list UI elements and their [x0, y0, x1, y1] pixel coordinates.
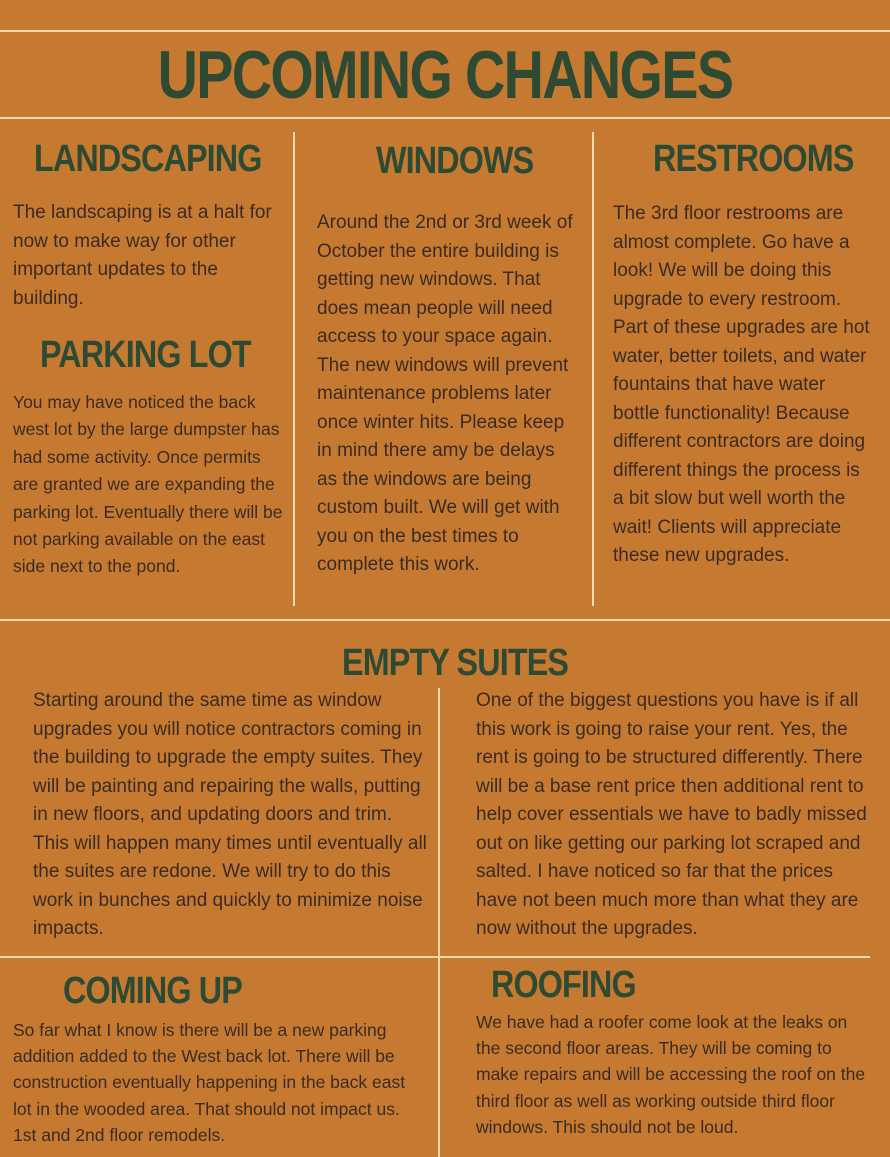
top-right-column-divider [592, 132, 594, 606]
coming-up-heading: COMING UP [63, 970, 242, 1012]
landscaping-heading: LANDSCAPING [34, 138, 262, 180]
middle-rule [0, 619, 890, 621]
roofing-body: We have had a roofer come look at the leaks on the second floor areas. They will be coming to make repairs and will be accessing the roof on the third floor as well as working outside third floor windows. This should not be loud. [476, 1012, 866, 1137]
empty-suites-heading: EMPTY SUITES [342, 642, 569, 684]
title-bottom-rule [0, 117, 890, 119]
empty-suites-body-right: One of the biggest questions you have is if all this work is going to raise your rent. Yes, the rent is going to be structured differently. There will be a base rent price then additional rent to help cover essentials we have to badly missed out on like getting our parking lot scraped and salted. I have noticed so far that the prices have not been much more than what they are now without the upgrades. [476, 690, 867, 939]
empty-suites-body-left: Starting around the same time as window upgrades you will notice contractors coming in the building to upgrade the empty suites. They will be painting and repairing the walls, putting in new floors, and updating doors and trim. This will happen many times until eventually all the suites are redone. We will try to do this work in bunches and quickly to minimize noise impacts. [33, 690, 427, 939]
lower-rule [0, 956, 870, 958]
top-rule [0, 30, 890, 32]
bottom-column-divider [438, 688, 440, 1157]
windows-heading: WINDOWS [376, 140, 534, 182]
parking-lot-body: You may have noticed the back west lot by the large dumpster has had some activity. Once permits are granted we are expanding the parking lot. Eventually there will be not parking available on the east side next to the pond. [13, 392, 283, 577]
coming-up-body: So far what I know is there will be a new parking addition added to the West back lot. There will be construction eventually happening in the back east lot in the wooded area. That should not impact us. 1st and 2nd floor remodels. [13, 1020, 406, 1145]
top-left-column-divider [293, 132, 295, 606]
parking-lot-heading: PARKING LOT [40, 334, 251, 376]
restrooms-heading: RESTROOMS [653, 138, 854, 180]
restrooms-body: The 3rd floor restrooms are almost complete. Go have a look! We will be doing this upgrade to every restroom. Part of these upgrades are hot water, better toilets, and water fountains that have water bottle functionality! Because different contractors are doing different things the process is a bit slow but well worth the wait! Clients will appreciate these new upgrades. [613, 203, 870, 566]
roofing-heading: ROOFING [491, 964, 636, 1006]
page-title: UPCOMING CHANGES [157, 37, 733, 113]
windows-body: Around the 2nd or 3rd week of October the entire building is getting new windows. That does mean people will need access to your space again. The new windows will prevent maintenance problems later once winter hits. Please keep in mind there amy be delays as the windows are being custom built. We will get with you on the best times to complete this work. [317, 212, 573, 575]
landscaping-body: The landscaping is at a halt for now to make way for other important updates to the building. [13, 202, 272, 309]
